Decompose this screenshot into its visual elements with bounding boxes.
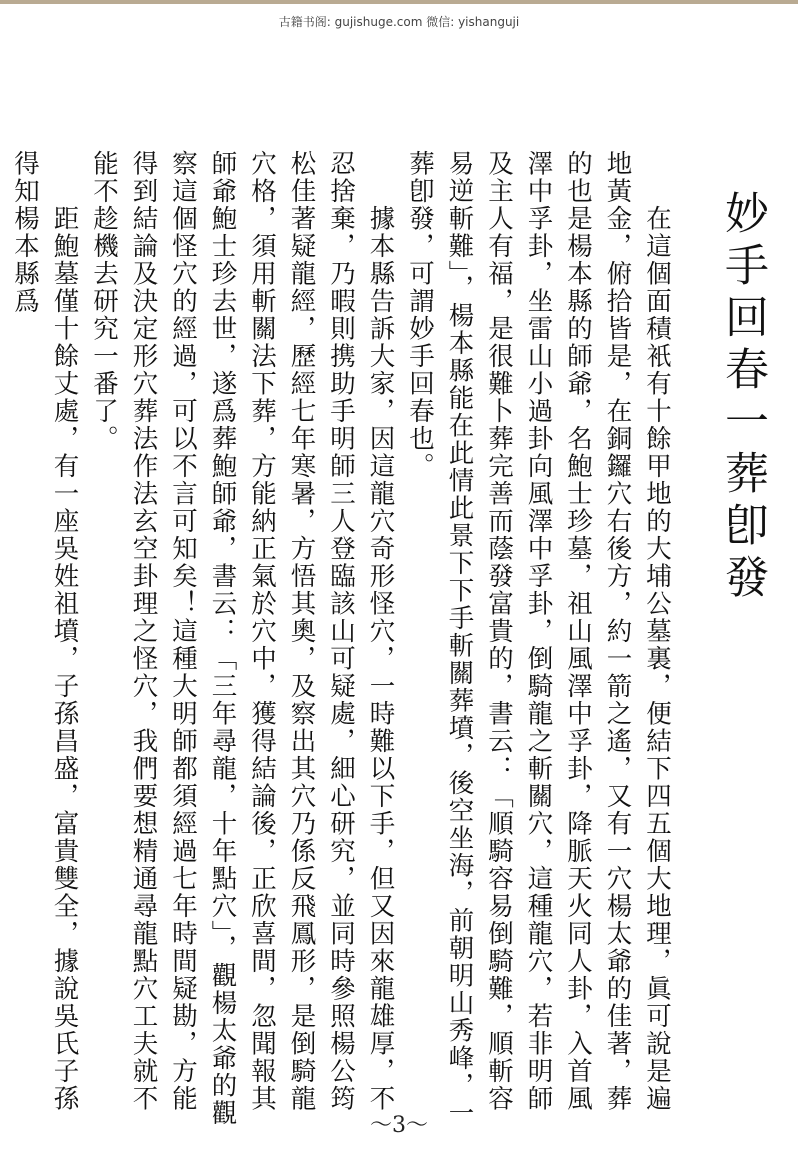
paragraph-1: 在這個面積衹有十餘甲地的大埔公墓裏，便結下四五個大地理，眞可說是遍地黃金，俯拾皆是，在銅鑼穴右後方，約一箭之遙，又有一穴楊太爺的佳著，葬的也是楊本縣的師爺，名鮑士珍墓，祖山風澤中孚卦，降脈天火同人卦，入首風澤中孚卦，坐雷山小過卦向風澤中孚卦，倒騎龍之斬關穴，這種龍穴，若非明師及主人有福，是很難卜葬完善而蔭發富貴的，書云：「順騎容易倒騎難，順斬容易逆斬難」，楊本縣能在此情此景下下手斬關葬墳，後空坐海，前朝明山秀峰，一葬卽發，可謂妙手回春也。 <box>405 150 672 1128</box>
paragraph-2: 據本縣告訴大家，因這龍穴奇形怪穴，一時難以下手，但又因來龍雄厚，不忍捨棄，乃暇則携助手明師三人登臨該山可疑處，細心研究，並同時參照楊公筠松佳著疑龍經，歷經七年寒暑，方悟其奧，及察出其穴乃係反飛鳳形，是倒騎龍穴格，須用斬關法下葬，方能納正氣於穴中，獲得結論後，正欣喜間，忽聞報其師爺鮑士珍去世，遂爲葬鮑師爺，書云：「三年尋龍，十年點穴」，觀楊太爺的觀察這個怪穴的經過，可以不言可知矣！這種大明師都須經過七年時間疑勘，方能得到結論及決定形穴葬法作法玄空卦理之怪穴，我們要想精通尋龍點穴工夫就不能不趁機去研究一番了。 <box>89 150 396 1128</box>
watermark: 古籍书阁: gujishuge.com 微信: yishanguji <box>278 15 520 29</box>
top-border <box>0 0 798 4</box>
page-body <box>10 150 770 1135</box>
paragraph-3: 距鮑墓僅十餘丈處，有一座吳姓祖墳，子孫昌盛，富貴雙全，據說吳氏子孫得知楊本縣爲 <box>10 150 80 1113</box>
page-number: ～3～ <box>370 1113 428 1138</box>
page-title: 妙手回春一葬卽發 <box>717 190 768 606</box>
